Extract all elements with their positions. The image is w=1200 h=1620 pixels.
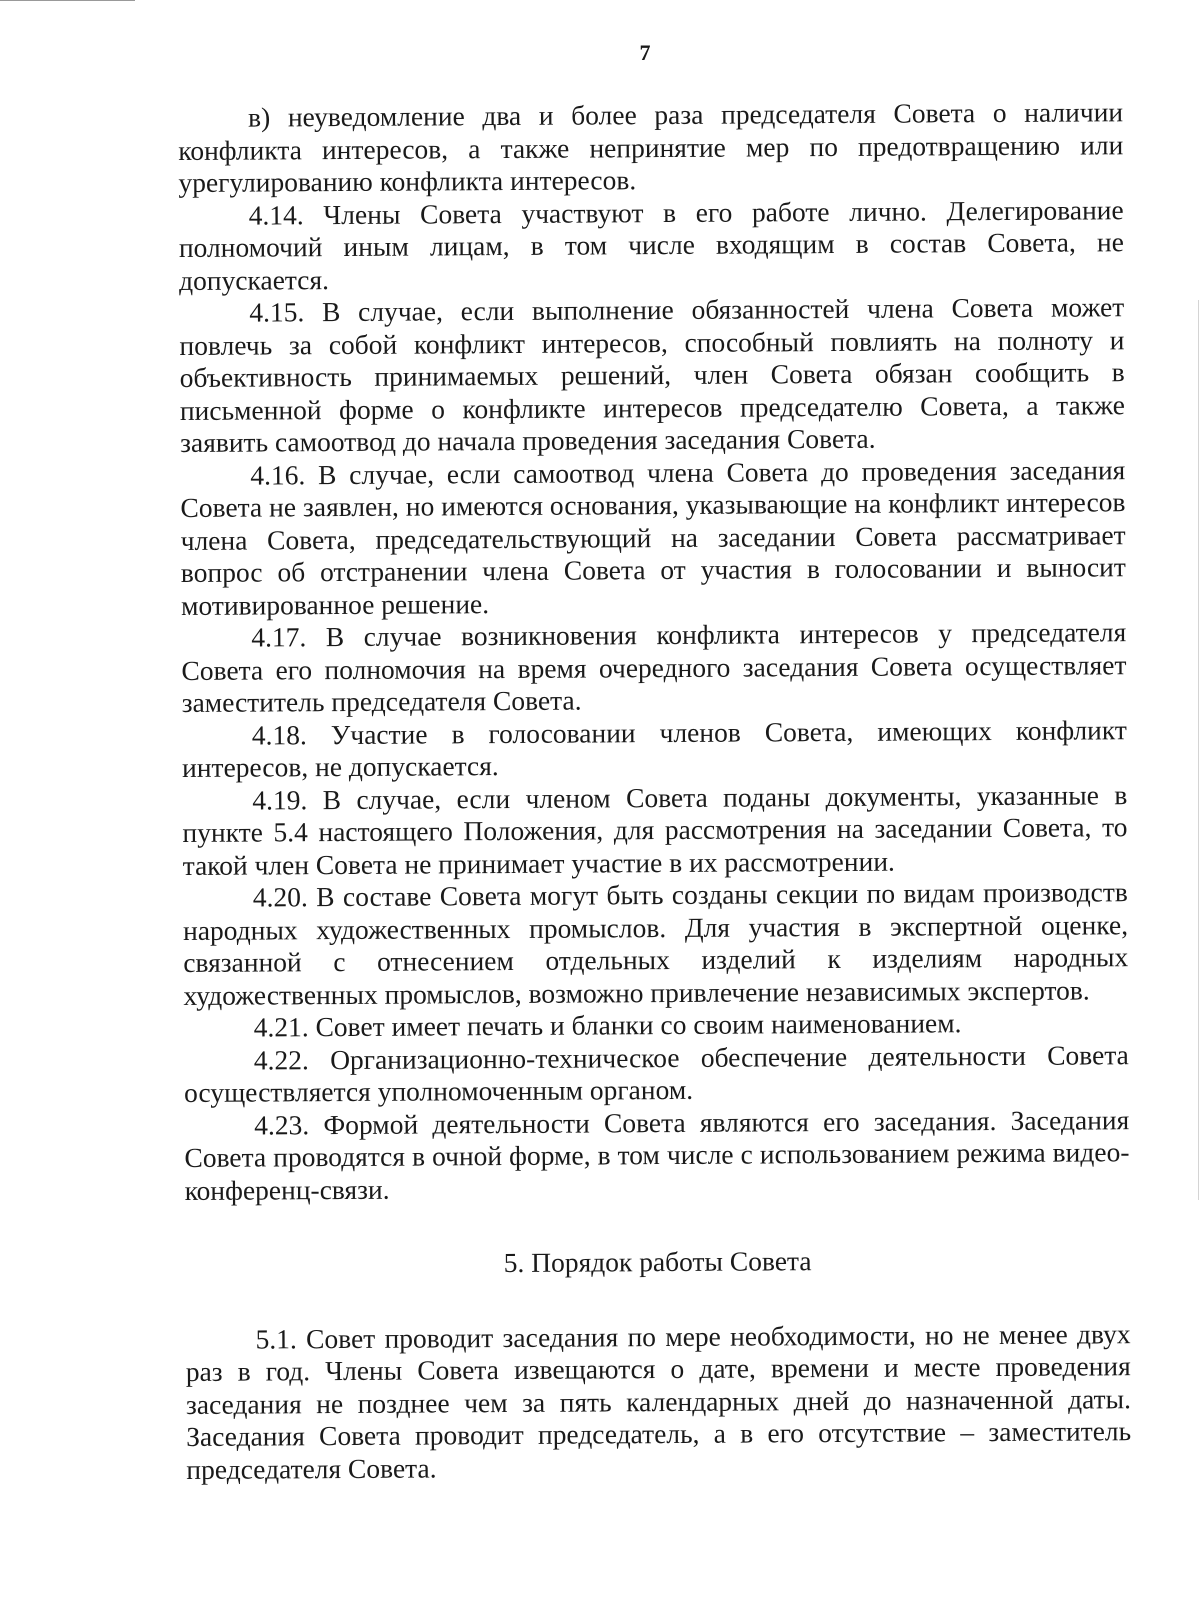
scan-edge-mark-right [1198,300,1199,1200]
paragraph-4-18: 4.18. Участие в голосовании членов Совета, имеющих конфликт интересов, не допускается. [181,713,1127,783]
paragraph-4-23: 4.23. Формой деятельности Совета являются его заседания. Заседания Совета проводятся в очной форме, в том числе с использованием режима видео-конференц-связи. [184,1103,1130,1206]
paragraph-item-v: в) неуведомление два и более раза председателя Совета о наличии конфликта интересов, а также непринятие мер по предотвращению или урегулированию конфликта интересов. [178,96,1124,198]
paragraph-5-1: 5.1. Совет проводит заседания по мере необходимости, но не менее двух раз в год. Члены Совета извещаются о дате, времени и месте проведения заседания не позднее чем за пять календарных дней до назначенной даты. Заседания Совета проводит председатель, а в его отсутствие – заместитель председателя Совета. [185,1317,1132,1485]
paragraph-4-21: 4.21. Совет имеет печать и бланки со своим наименованием. [253,1007,962,1043]
paragraph-4-22: 4.22. Организационно-техническое обеспечение деятельности Совета осуществляется уполномоченным органом. [183,1038,1129,1108]
section-heading: 5. Порядок работы Совета [503,1245,812,1279]
document-body [178,96,1131,1486]
scan-edge-mark-top-left [0,0,135,1]
paragraph-4-17: 4.17. В случае возникновения конфликта интересов у председателя Совета его полномочия на время очередного заседания Совета осуществляет заместитель председателя Совета. [181,616,1127,718]
paragraph-4-15: 4.15. В случае, если выполнение обязанностей члена Совета может повлечь за собой конфликт интересов, способный повлиять на полноту и объективность принимаемых решений, член Совета обязан сообщить в письменной форме о конфликте интересов председателю Совета, а также заявить самоотвод до начала проведения заседания Совета. [179,291,1125,458]
paragraph-4-16: 4.16. В случае, если самоотвод члена Совета до проведения заседания Совета не заявлен, но имеются основания, указывающие на конфликт интересов члена Совета, председательствующий на заседании Совета рассматривает вопрос об отстранении члена Совета от участия в голосовании и выносит мотивированное решение. [180,453,1126,621]
paragraph-4-20: 4.20. В составе Совета могут быть созданы секции по видам производств народных художественных промыслов. Для участия в экспертной оценке, связанной с отнесением отдельных изделий к изделиям народных художественных промыслов, возможно привлечение независимых экспертов. [182,876,1129,1011]
paragraph-4-14: 4.14. Члены Совета участвуют в его работе лично. Делегирование полномочий иным лицам, в том числе входящим в состав Совета, не допускается. [178,193,1124,296]
paragraph-4-19: 4.19. В случае, если членом Совета поданы документы, указанные в пункте 5.4 настоящего Положения, для рассмотрения на заседании Совета, то такой член Совета не принимает участие в их рассмотрении. [182,778,1128,881]
page-number: 7 [639,40,651,65]
